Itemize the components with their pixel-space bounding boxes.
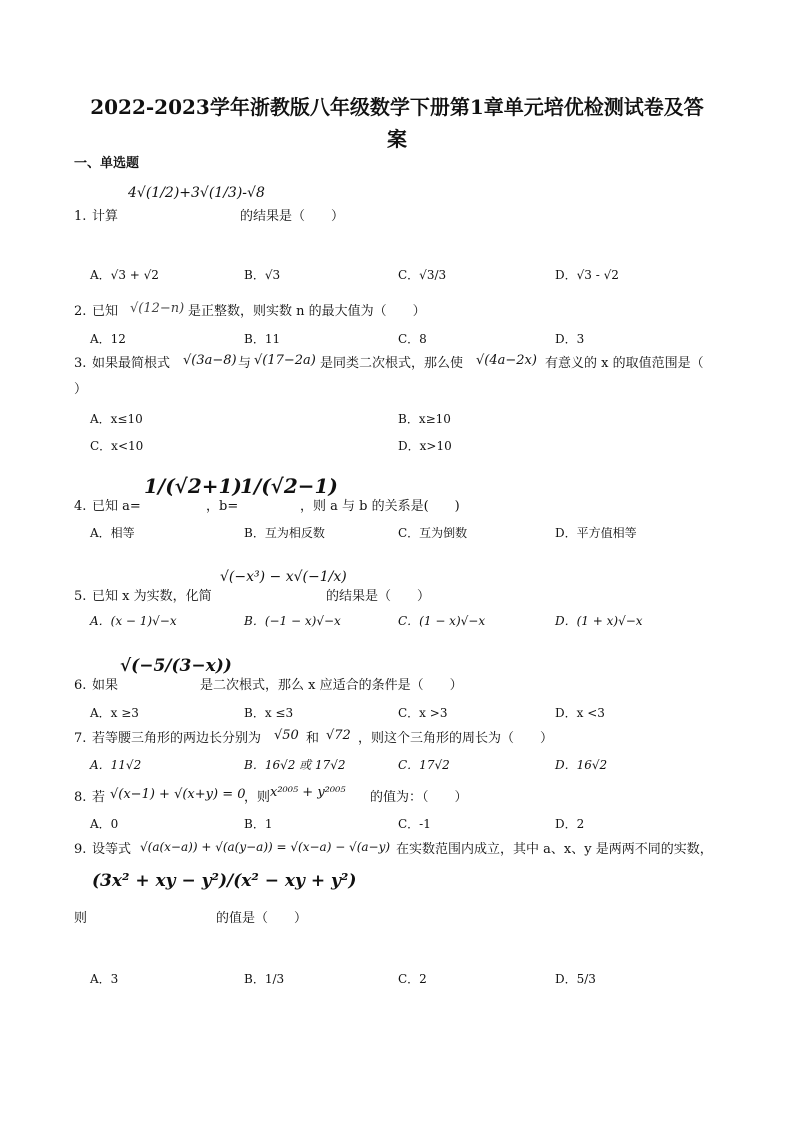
option-b[interactable]: B．(−1 − x)√−x — [244, 614, 341, 628]
option-a[interactable]: A．x ≥3 — [90, 706, 139, 720]
question-number: 5. — [74, 589, 87, 604]
math-expression: √(a(x−a)) + √(a(y−a)) = √(x−a) − √(a−y) — [140, 840, 391, 854]
question-text: 的值是（ ） — [216, 911, 308, 926]
option-b[interactable]: B．互为相反数 — [244, 526, 325, 540]
option-a[interactable]: A．0 — [90, 817, 119, 831]
question-text: 计算 — [92, 209, 119, 224]
math-expression: √50 — [274, 728, 299, 743]
question-text: 和 — [306, 731, 320, 746]
question-number: 3. — [74, 356, 87, 371]
math-expression: 1/(√2+1) — [144, 474, 242, 498]
question-text: 如果最简根式 — [92, 356, 171, 371]
question-text: 与 — [238, 356, 252, 371]
option-b[interactable]: B．x≥10 — [398, 412, 451, 426]
question-number: 2. — [74, 304, 87, 319]
question-text: 设等式 — [92, 842, 132, 857]
option-c[interactable]: C．17√2 — [398, 758, 450, 772]
option-c[interactable]: C．√3/3 — [398, 268, 447, 282]
option-d[interactable]: D．(1 + x)√−x — [555, 614, 643, 628]
question-text: 已知 a= — [92, 499, 141, 514]
question-text: ，则这个三角形的周长为（ ） — [358, 731, 554, 746]
option-d[interactable]: D．平方值相等 — [555, 526, 637, 540]
option-b[interactable]: B．16√2 或 17√2 — [244, 758, 346, 772]
question-text: 是同类二次根式，那么使 — [320, 356, 464, 371]
question-text: 的值为：（ ） — [370, 790, 468, 805]
question-text: 若 — [92, 790, 106, 805]
option-d[interactable]: D．x <3 — [555, 706, 605, 720]
option-a[interactable]: A．√3 + √2 — [90, 268, 159, 282]
question-text: ，则 a 与 b 的关系是( ) — [300, 499, 460, 514]
question-text: 已知 x 为实数，化简 — [92, 589, 212, 604]
question-text: 的结果是（ ） — [326, 589, 431, 604]
question-number: 1. — [74, 209, 87, 224]
option-d[interactable]: D．2 — [555, 817, 585, 831]
option-a[interactable]: A．x≤10 — [90, 412, 143, 426]
math-expression: √(−x³) − x√(−1/x) — [220, 569, 347, 585]
math-expression: 4√(1/2)+3√(1/3)-√8 — [128, 185, 265, 201]
question-text: ，则 — [244, 790, 271, 805]
question-number: 9. — [74, 842, 87, 857]
option-d[interactable]: D．5/3 — [555, 972, 596, 986]
question-text: 在实数范围内成立，其中 a、x、y 是两两不同的实数， — [396, 842, 713, 857]
option-d[interactable]: D．x>10 — [398, 439, 452, 453]
option-c[interactable]: C．-1 — [398, 817, 431, 831]
option-c[interactable]: C．互为倒数 — [398, 526, 468, 540]
question-number: 6. — [74, 678, 87, 693]
option-a[interactable]: A．11√2 — [90, 758, 142, 772]
option-d[interactable]: D．√3 - √2 — [555, 268, 619, 282]
option-c[interactable]: C．(1 − x)√−x — [398, 614, 486, 628]
option-c[interactable]: C．x<10 — [90, 439, 144, 453]
math-expression: √(−5/(3−x)) — [120, 656, 232, 676]
math-expression: 1/(√2−1) — [240, 474, 338, 498]
option-c[interactable]: C．2 — [398, 972, 427, 986]
section-heading: 一、单选题 — [74, 156, 140, 171]
option-b[interactable]: B．11 — [244, 332, 281, 346]
option-a[interactable]: A．相等 — [90, 526, 135, 540]
question-text: 已知 — [92, 304, 119, 319]
question-text: 若等腰三角形的两边长分别为 — [92, 731, 262, 746]
question-number: 4. — [74, 499, 87, 514]
question-text: 是正整数，则实数 n 的最大值为（ ） — [188, 304, 426, 319]
math-expression: √72 — [326, 728, 351, 743]
math-expression: (3x² + xy − y²)/(x² − xy + y²) — [92, 871, 357, 891]
math-expression: √(3a−8) — [183, 353, 237, 368]
question-text: 是二次根式，那么 x 应适合的条件是（ ） — [200, 678, 463, 693]
question-text: 的结果是（ ） — [240, 209, 345, 224]
math-expression: √(12−n) — [130, 301, 185, 316]
question-text: ） — [74, 382, 88, 397]
question-number: 7. — [74, 731, 87, 746]
option-a[interactable]: A．(x − 1)√−x — [90, 614, 177, 628]
option-a[interactable]: A．3 — [90, 972, 119, 986]
option-b[interactable]: B．x ≤3 — [244, 706, 294, 720]
option-a[interactable]: A．12 — [90, 332, 126, 346]
math-expression: √(x−1) + √(x+y) = 0 — [110, 787, 246, 802]
option-b[interactable]: B．1 — [244, 817, 273, 831]
title-line-1: 2022-2023学年浙教版八年级数学下册第1章单元培优检测试卷及答 — [90, 95, 704, 119]
question-text: 则 — [74, 911, 88, 926]
math-expression: √(17−2a) — [254, 353, 316, 368]
math-expression: x²⁰⁰⁵ + y²⁰⁰⁵ — [270, 785, 346, 800]
option-b[interactable]: B．1/3 — [244, 972, 285, 986]
question-text: 如果 — [92, 678, 119, 693]
question-number: 8. — [74, 790, 87, 805]
option-c[interactable]: C．x >3 — [398, 706, 448, 720]
option-b[interactable]: B．√3 — [244, 268, 281, 282]
title-line-2: 案 — [387, 127, 407, 151]
option-d[interactable]: D．3 — [555, 332, 585, 346]
math-expression: √(4a−2x) — [476, 353, 537, 368]
option-d[interactable]: D．16√2 — [555, 758, 608, 772]
question-text: ，b= — [206, 499, 239, 514]
option-c[interactable]: C．8 — [398, 332, 427, 346]
question-text: 有意义的 x 的取值范围是（ — [545, 356, 704, 371]
